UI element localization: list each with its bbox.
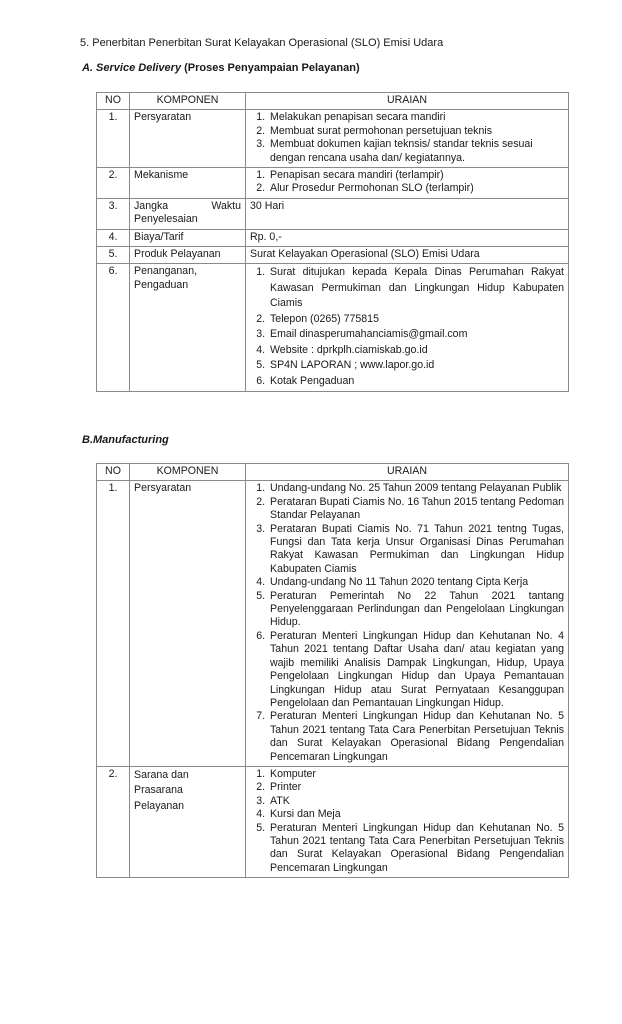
table-row: [97, 168, 569, 199]
list-item: 6. Kotak Pengaduan: [268, 374, 564, 390]
list-item: 5. SP4N LAPORAN ; www.lapor.go.id: [268, 358, 564, 374]
list-item: 4. Kursi dan Meja: [268, 808, 564, 821]
table-row: [97, 110, 569, 168]
header-komponen: KOMPONEN: [130, 464, 246, 481]
table-row: [97, 247, 569, 264]
row-no: 2.: [97, 766, 130, 877]
list-item: 2. Alur Prosedur Permohonan SLO (terlampir): [268, 182, 564, 195]
list-item: 6. Peraturan Menteri Lingkungan Hidup dan Kehutanan No. 4 Tahun 2021 tentang Daftar Usaha dan/ atau kegiatan yang wajib memiliki Analisis Dampak Lingkungan, Hidup, Upaya Pengelolaan Lingkungan Hidup dan Upaya Pemantauan Lingkungan Hidup atau Surat Pernyataan Kesanggupan Pengelolaan dan Pemantauan Lingkungan Hidup.: [268, 630, 564, 710]
row-uraian: [246, 168, 569, 199]
komponen-word: Jangka: [134, 199, 169, 212]
list-item: 2. Printer: [268, 781, 564, 794]
list-item: 1. Komputer: [268, 768, 564, 781]
row-no: 6.: [97, 264, 130, 392]
row-komponen: Produk Pelayanan: [130, 247, 246, 264]
row-no: 5.: [97, 247, 130, 264]
table-row: [97, 198, 569, 229]
section-a-suffix: (Proses Penyampaian Pelayanan): [181, 62, 360, 74]
komponen-line: Prasarana: [134, 784, 183, 797]
list-item: 3. Membuat dokumen kajian teknsis/ standar teknis sesuai dengan rencana usaha dan/ kegiatannya.: [268, 138, 564, 165]
list-item: 3. Email dinasperumahanciamis@gmail.com: [268, 327, 564, 343]
komponen-line: Sarana dan: [134, 768, 189, 781]
row-komponen: Biaya/Tarif: [130, 229, 246, 246]
section-b-title: B.Manufacturing: [82, 434, 169, 446]
row-komponen: [130, 198, 246, 229]
row-komponen: [130, 766, 246, 877]
komponen-line: Penyelesaian: [134, 213, 198, 226]
list-item: 1. Penapisan secara mandiri (terlampir): [268, 169, 564, 182]
row-uraian: [246, 766, 569, 877]
table-row: [97, 481, 569, 767]
list-item: 3. Perataran Bupati Ciamis No. 71 Tahun 2021 tentng Tugas, Fungsi dan Tata kerja Unsur Organisasi Dinas Perumahan Rakyat Kawasan Permukiman dan Lingkungan Hidup Kabupaten Ciamis: [268, 523, 564, 577]
komponen-line: [134, 200, 241, 213]
table-header-row: [97, 464, 569, 481]
document-heading: 5. Penerbitan Penerbitan Surat Kelayakan Operasional (SLO) Emisi Udara: [80, 37, 444, 49]
row-komponen: Persyaratan: [130, 110, 246, 168]
list-item: 4. Website : dprkplh.ciamiskab.go.id: [268, 343, 564, 359]
row-uraian: [246, 481, 569, 767]
row-uraian: [246, 110, 569, 168]
row-no: 1.: [97, 481, 130, 767]
table-header-row: [97, 93, 569, 110]
service-delivery-table: [96, 92, 569, 392]
header-komponen: KOMPONEN: [130, 93, 246, 110]
header-uraian: URAIAN: [246, 464, 569, 481]
list-item: 1. Melakukan penapisan secara mandiri: [268, 111, 564, 124]
list-item: 7. Peraturan Menteri Lingkungan Hidup dan Kehutanan No. 5 Tahun 2021 tentang Tata Cara Penerbitan Persetujuan Teknis dan Surat Kelayakan Operasional Bidang Pengendalian Pencemaran Lingkungan: [268, 710, 564, 764]
row-uraian: [246, 264, 569, 392]
row-uraian: Surat Kelayakan Operasional (SLO) Emisi Udara: [246, 247, 569, 264]
table-row: [97, 264, 569, 392]
list-item: 5. Peraturan Menteri Lingkungan Hidup dan Kehutanan No. 5 Tahun 2021 tentang Tata Cara Penerbitan Persetujuan Teknis dan Surat Kelayakan Operasional Bidang Pengendalian Pencemaran Lingkungan: [268, 822, 564, 876]
manufacturing-table: [96, 463, 569, 878]
row-no: 1.: [97, 110, 130, 168]
list-item: 5. Peraturan Pemerintah No 22 Tahun 2021 tantang Penyelenggaraan Perlindungan dan Pengelolaan Lingkungan Hidup.: [268, 590, 564, 630]
header-no: NO: [97, 464, 130, 481]
komponen-word: Waktu: [211, 199, 241, 212]
section-a-label: A. Service Delivery: [82, 62, 182, 74]
row-no: 4.: [97, 229, 130, 246]
list-item: 1. Surat ditujukan kepada Kepala Dinas Perumahan Rakyat Kawasan Permukiman dan Lingkungan Hidup Kabupaten Ciamis: [268, 265, 564, 312]
header-no: NO: [97, 93, 130, 110]
row-uraian: Rp. 0,-: [246, 229, 569, 246]
komponen-line: Pelayanan: [134, 799, 185, 812]
list-item: 2. Membuat surat permohonan persetujuan teknis: [268, 125, 564, 138]
list-item: 2. Telepon (0265) 775815: [268, 312, 564, 328]
row-komponen: Penanganan, Pengaduan: [130, 264, 246, 392]
table-row: [97, 766, 569, 877]
section-a-title: [82, 62, 360, 74]
row-no: 2.: [97, 168, 130, 199]
row-no: 3.: [97, 198, 130, 229]
list-item: 4. Undang-undang No 11 Tahun 2020 tentang Cipta Kerja: [268, 576, 564, 589]
header-uraian: URAIAN: [246, 93, 569, 110]
row-komponen: Persyaratan: [130, 481, 246, 767]
list-item: 2. Perataran Bupati Ciamis No. 16 Tahun 2015 tentang Pedoman Standar Pelayanan: [268, 496, 564, 523]
list-item: 1. Undang-undang No. 25 Tahun 2009 tentang Pelayanan Publik: [268, 482, 564, 495]
table-row: [97, 229, 569, 246]
row-uraian: 30 Hari: [246, 198, 569, 229]
list-item: 3. ATK: [268, 795, 564, 808]
row-komponen: Mekanisme: [130, 168, 246, 199]
